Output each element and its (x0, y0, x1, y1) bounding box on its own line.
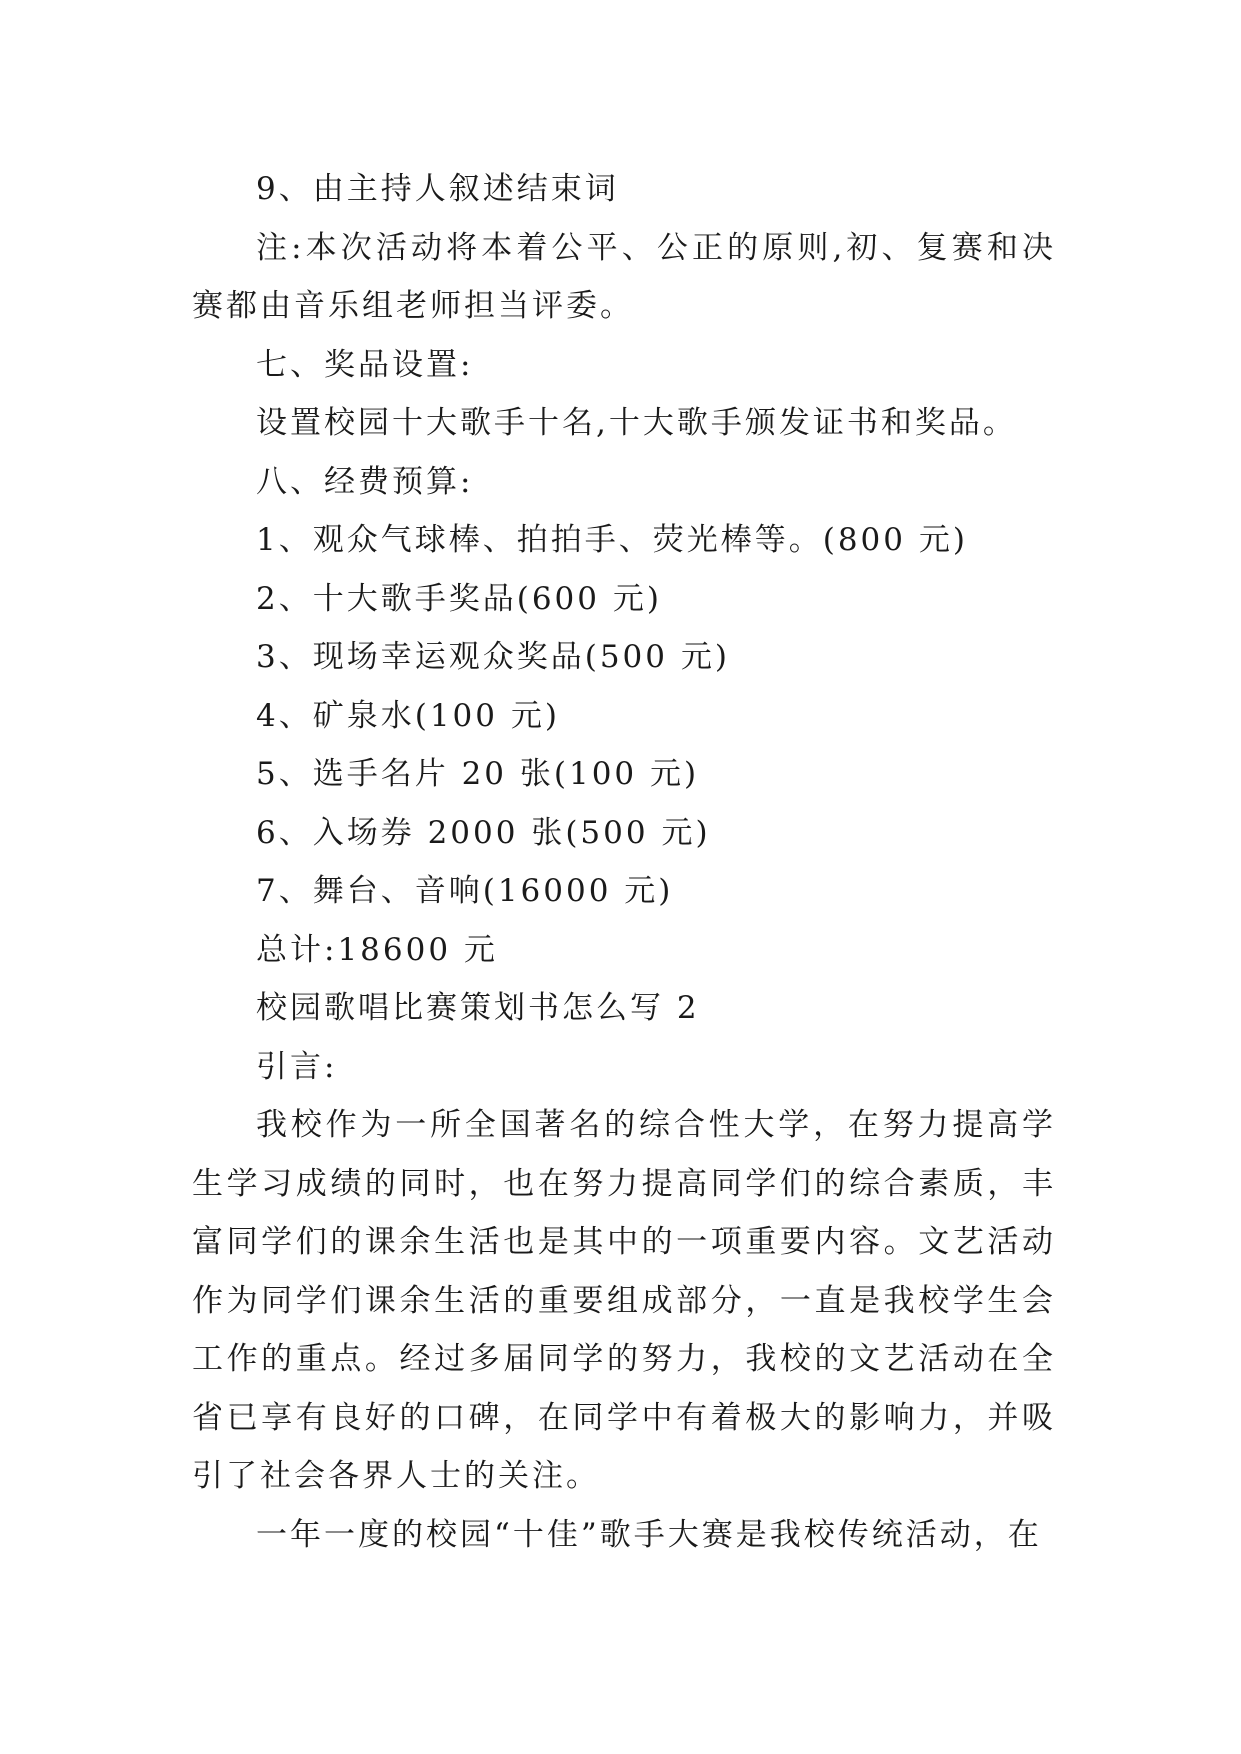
section-heading-prizes: 七、奖品设置: (256, 346, 474, 383)
list-item-closing-remarks: 9、由主持人叙述结束词 (256, 171, 619, 207)
budget-item: 5、选手名片 20 张(100 元) (256, 756, 700, 792)
budget-item: 7、舞台、音响(16000 元) (256, 873, 674, 909)
document-subtitle: 校园歌唱比赛策划书怎么写 2 (256, 990, 700, 1026)
budget-item: 1、观众气球棒、拍拍手、荧光棒等。(800 元) (256, 522, 968, 558)
note-paragraph: 注:本次活动将本着公平、公正的原则,初、复赛和决赛都由音乐组老师担当评委。 (192, 229, 1056, 324)
budget-total: 总计:18600 元 (256, 931, 498, 968)
budget-item: 6、入场券 2000 张(500 元) (256, 814, 711, 851)
budget-item: 3、现场幸运观众奖品(500 元) (256, 639, 730, 675)
continuation-line: 一年一度的校园“十佳”歌手大赛是我校传统活动，在 (256, 1516, 1042, 1553)
budget-item: 2、十大歌手奖品(600 元) (256, 580, 662, 617)
budget-item: 4、矿泉水(100 元) (256, 697, 560, 734)
prize-description: 设置校园十大歌手十名,十大歌手颁发证书和奖品。 (256, 405, 1017, 441)
document-body (192, 160, 1056, 1564)
introduction-paragraph: 我校作为一所全国著名的综合性大学，在努力提高学生学习成绩的同时，也在努力提高同学们的综合素质，丰富同学们的课余生活也是其中的一项重要内容。文艺活动作为同学们课余生活的重要组成部分，一直是我校学生会工作的重点。经过多届同学的努力，我校的文艺活动在全省已享有良好的口碑，在同学中有着极大的影响力，并吸引了社会各界人士的关注。 (192, 1107, 1056, 1494)
section-heading-budget: 八、经费预算: (256, 463, 474, 500)
section-heading-introduction: 引言: (256, 1048, 338, 1085)
